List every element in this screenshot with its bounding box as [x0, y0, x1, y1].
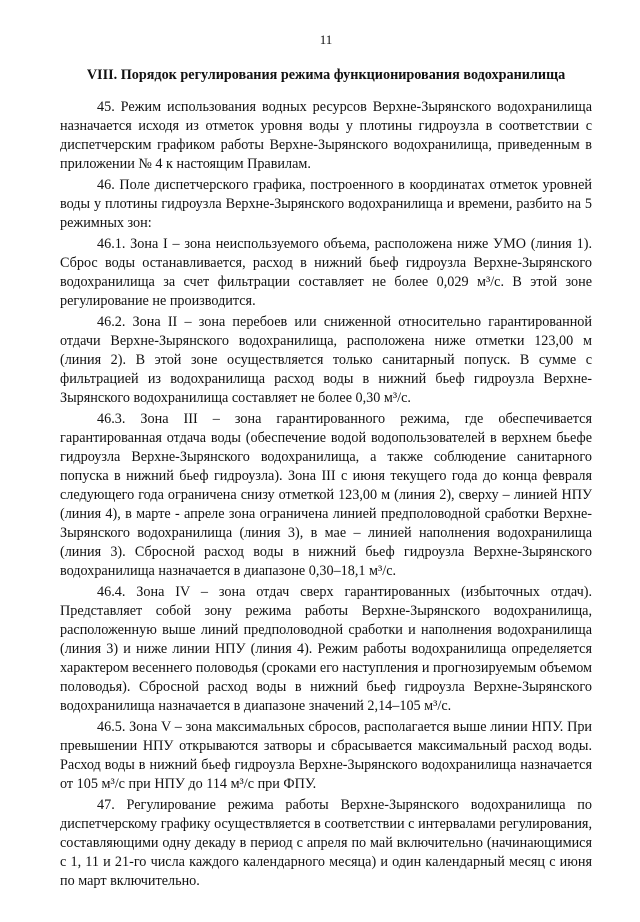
paragraph-45: 45. Режим использования водных ресурсов Верхне-Зырянского водохранилища назначается исходя из отметок уровня воды у плотины гидроузла в соответствии с диспетчерским графиком работы Верхне-Зырянского водохранилища, приведенным в приложении № 4 к настоящим Правилам. — [60, 99, 592, 172]
paragraph-46-1: 46.1. Зона I – зона неиспользуемого объема, расположена ниже УМО (линия 1). Сброс воды останавливается, расход в нижний бьеф гидроузла Верхне-Зырянского водохранилища за счет фильтрации составляет не более 0,029 м³/с. В этой зоне регулирование не производится. — [60, 236, 592, 309]
paragraph-46-2: 46.2. Зона II – зона перебоев или сниженной относительно гарантированной отдачи Верхне-Зырянского водохранилища, расположена ниже отметки 123,00 м (линия 2). В этой зоне осуществляется только санитарный попуск. В сумме с фильтрацией из водохранилища расход воды в нижний бьеф гидроузла Верхне-Зырянского водохранилища составляет не более 0,30 м³/с. — [60, 314, 592, 406]
document-body — [60, 98, 592, 891]
section-title: VIII. Порядок регулирования режима функционирования водохранилища — [86, 67, 566, 83]
paragraph-47: 47. Регулирование режима работы Верхне-Зырянского водохранилища по диспетчерскому графику осуществляется в соответствии с интервалами регулирования, составляющими одну декаду в период с апреля по май включительно (начинающимися с 1, 11 и 21-го числа каждого календарного месяца) и один календарный месяц с июня по март включительно. — [60, 797, 592, 889]
paragraph-46-4: 46.4. Зона IV – зона отдач сверх гарантированных (избыточных отдач). Представляет собой зону режима работы Верхне-Зырянского водохранилища, расположенную выше линий предполоводной сработки и наполнения водохранилища (линия 3) и ниже линии НПУ (линия 4). Режим работы водохранилища определяется характером весеннего половодья (сроками его наступления и прогнозируемым объемом половодья). Сбросной расход воды в нижний бьеф гидроузла Верхне-Зырянского водохранилища назначается в диапазоне значений 2,14–105 м³/с. — [60, 584, 592, 714]
paragraph-46: 46. Поле диспетчерского графика, построенного в координатах отметок уровней воды у плотины гидроузла Верхне-Зырянского водохранилища и времени, разбито на 5 режимных зон: — [60, 177, 592, 231]
paragraph-46-3: 46.3. Зона III – зона гарантированного режима, где обеспечивается гарантированная отдача воды (обеспечение водой водопользователей в верхнем бьефе гидроузла Верхне-Зырянского водохранилища, а также соблюдение санитарного попуска в нижний бьеф гидроузла). Зона III с июня текущего года до конца февраля следующего года ограничена снизу отметкой 123,00 м (линия 2), сверху – линией НПУ (линия 4), в марте - апреле зона ограничена линией предполоводной сработки Верхне-Зырянского водохранилища (линия 3), в мае – линией наполнения водохранилища (линия 3). Сбросной расход воды в нижний бьеф гидроузла Верхне-Зырянского водохранилища назначается в диапазоне 0,30–18,1 м³/с. — [60, 411, 592, 579]
page-number: 11 — [319, 32, 333, 47]
paragraph-46-5: 46.5. Зона V – зона максимальных сбросов, располагается выше линии НПУ. При превышении НПУ открываются затворы и сбрасывается максимальный расход воды. Расход воды в нижний бьеф гидроузла Верхне-Зырянского водохранилища назначается от 105 м³/с при НПУ до 114 м³/с при ФПУ. — [60, 719, 592, 792]
